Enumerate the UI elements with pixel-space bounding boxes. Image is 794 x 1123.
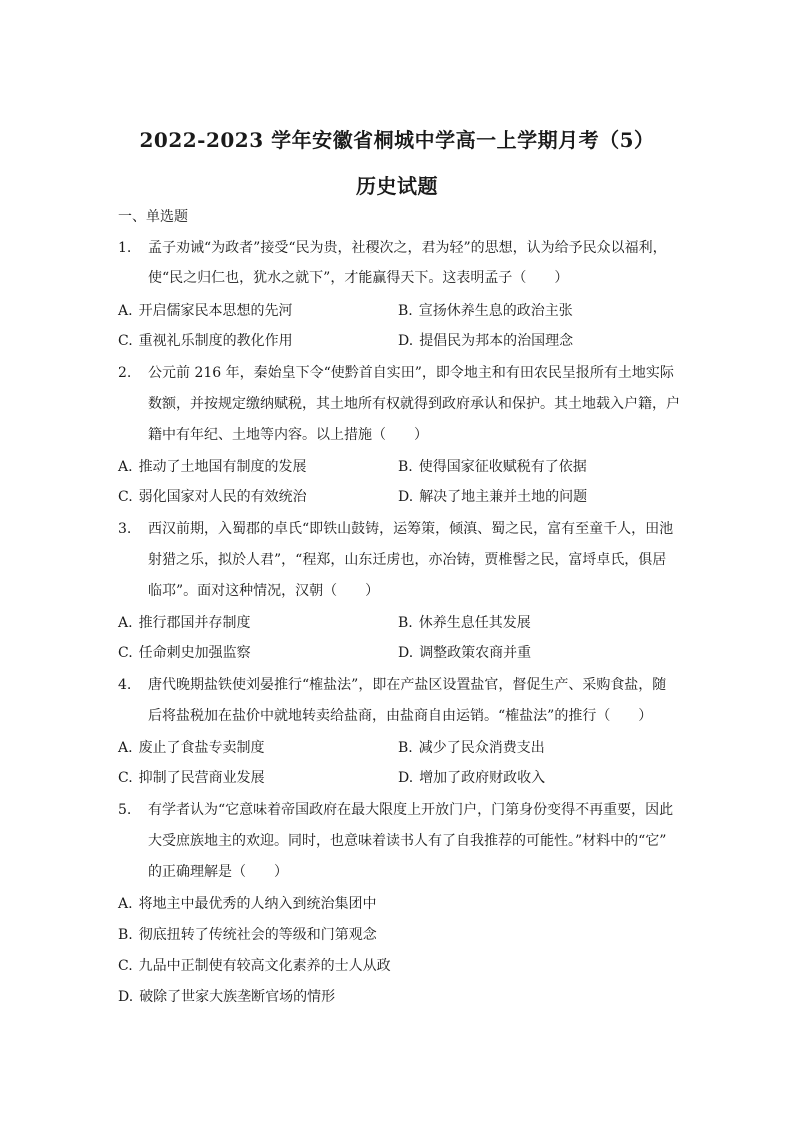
option-text: 宣扬休养生息的政治主张 xyxy=(418,303,573,319)
option-letter: C. xyxy=(118,958,133,974)
question-text-line: 大受庶族地主的欢迎。同时，也意味着读书人有了自我推荐的可能性。”材料中的“它” xyxy=(148,833,667,849)
question-number: 1. xyxy=(118,240,132,256)
option-text: 调整政策农商并重 xyxy=(419,645,532,661)
option-letter: D. xyxy=(118,989,134,1005)
option-letter: C. xyxy=(118,770,133,786)
question-text-line: 籍中有年纪、土地等内容。以上措施（ ） xyxy=(148,427,428,443)
option-a[interactable] xyxy=(118,738,265,758)
option-letter: C. xyxy=(118,645,133,661)
option-c[interactable] xyxy=(118,331,293,351)
question-number: 3. xyxy=(118,521,132,537)
option-b[interactable] xyxy=(398,613,531,633)
option-letter: B. xyxy=(118,927,133,943)
question-text-line: 西汉前期，入蜀郡的卓氏“即铁山鼓铸，运筹策，倾滇、蜀之民，富有至童千人，田池 xyxy=(148,521,674,537)
question-text-line: 有学者认为“它意味着帝国政府在最大限度上开放门户，门第身份变得不再重要，因此 xyxy=(148,802,674,818)
option-letter: A. xyxy=(118,740,133,756)
section-heading: 一、单选题 xyxy=(118,209,188,225)
option-text: 彻底扭转了传统社会的等级和门第观念 xyxy=(138,927,377,943)
option-text: 使得国家征收赋税有了依据 xyxy=(418,459,587,475)
option-letter: C. xyxy=(118,489,133,505)
question-text-line: 数额，并按规定缴纳赋税，其土地所有权就得到政府承认和保护。其土地载入户籍，户 xyxy=(148,396,680,412)
question-text-line: 孟子劝诫“为政者”接受“民为贵，社稷次之，君为轻”的思想，认为给予民众以福利， xyxy=(148,240,667,256)
question-number: 5. xyxy=(118,802,132,818)
option-letter: B. xyxy=(398,303,413,319)
option-letter: B. xyxy=(398,740,413,756)
option-letter: A. xyxy=(118,303,133,319)
option-text: 推行郡国并存制度 xyxy=(138,615,251,631)
option-c[interactable] xyxy=(118,487,307,507)
option-letter: D. xyxy=(398,333,414,349)
option-c[interactable] xyxy=(118,956,391,976)
option-text: 提倡民为邦本的治国理念 xyxy=(419,333,574,349)
option-b[interactable] xyxy=(398,738,545,758)
option-text: 推动了土地国有制度的发展 xyxy=(138,459,307,475)
question-text-line: 公元前 216 年，秦始皇下令“使黔首自实田”，即令地主和有田农民呈报所有土地实际 xyxy=(148,365,674,381)
option-d[interactable] xyxy=(398,487,587,507)
option-text: 减少了民众消费支出 xyxy=(418,740,545,756)
option-b[interactable] xyxy=(398,457,587,477)
option-letter: A. xyxy=(118,896,133,912)
question-text-line: 射猎之乐，拟於人君”，“程郑，山东迁虏也，亦冶铸，贾椎髻之民，富埒卓氏，俱居 xyxy=(148,552,667,568)
option-text: 增加了政府财政收入 xyxy=(419,770,546,786)
option-letter: A. xyxy=(118,459,133,475)
option-letter: D. xyxy=(398,770,414,786)
option-letter: C. xyxy=(118,333,133,349)
option-text: 破除了世家大族垄断官场的情形 xyxy=(139,989,336,1005)
exam-subtitle: 历史试题 xyxy=(356,174,438,198)
option-d[interactable] xyxy=(398,331,573,351)
question-number: 4. xyxy=(118,677,132,693)
option-text: 废止了食盐专卖制度 xyxy=(138,740,265,756)
exam-title: 2022-2023 学年安徽省桐城中学高一上学期月考（5） xyxy=(139,128,655,152)
option-letter: D. xyxy=(398,489,414,505)
option-text: 休养生息任其发展 xyxy=(418,615,531,631)
option-a[interactable] xyxy=(118,894,377,914)
option-text: 解决了地主兼并土地的问题 xyxy=(419,489,588,505)
option-letter: D. xyxy=(398,645,414,661)
question-text-line: 唐代晚期盐铁使刘晏推行“榷盐法”，即在产盐区设置盐官，督促生产、采购食盐，随 xyxy=(148,677,667,693)
option-text: 任命刺史加强监察 xyxy=(138,645,251,661)
option-text: 将地主中最优秀的人纳入到统治集团中 xyxy=(138,896,377,912)
option-text: 抑制了民营商业发展 xyxy=(138,770,265,786)
option-letter: B. xyxy=(398,459,413,475)
option-text: 重视礼乐制度的教化作用 xyxy=(138,333,293,349)
option-a[interactable] xyxy=(118,613,251,633)
option-d[interactable] xyxy=(398,768,545,788)
option-d[interactable] xyxy=(398,643,531,663)
option-c[interactable] xyxy=(118,768,265,788)
option-letter: B. xyxy=(398,615,413,631)
question-number: 2. xyxy=(118,365,132,381)
option-d[interactable] xyxy=(118,987,335,1007)
option-letter: A. xyxy=(118,615,133,631)
option-text: 九品中正制使有较高文化素养的士人从政 xyxy=(138,958,391,974)
question-text-line: 的正确理解是（ ） xyxy=(148,864,288,880)
question-text-line: 使“民之归仁也，犹水之就下”，才能赢得天下。这表明孟子（ ） xyxy=(148,270,569,286)
option-a[interactable] xyxy=(118,457,307,477)
option-a[interactable] xyxy=(118,301,293,321)
question-text-line: 临邛”。面对这种情况，汉朝（ ） xyxy=(148,583,380,599)
option-text: 开启儒家民本思想的先河 xyxy=(138,303,293,319)
question-text-line: 后将盐税加在盐价中就地转卖给盐商，由盐商自由运销。“榷盐法”的推行（ ） xyxy=(148,708,653,724)
option-b[interactable] xyxy=(118,925,377,945)
option-c[interactable] xyxy=(118,643,251,663)
option-b[interactable] xyxy=(398,301,573,321)
option-text: 弱化国家对人民的有效统治 xyxy=(138,489,307,505)
